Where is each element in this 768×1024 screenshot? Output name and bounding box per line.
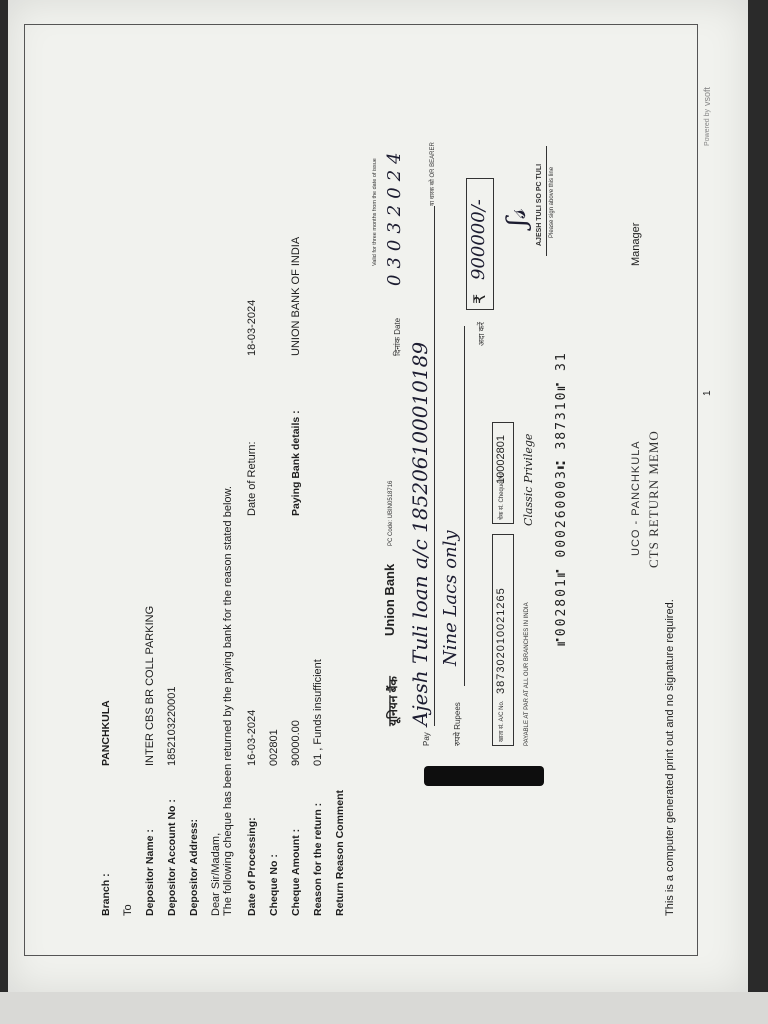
cheque-date-digits: 03032024 xyxy=(384,146,405,286)
date-processing-label: Date of Processing: xyxy=(246,817,258,916)
background-surface xyxy=(0,992,768,1024)
cheque-amount-words: Nine Lacs only xyxy=(440,530,461,666)
signature-scribble: ʃ𝓈 xyxy=(502,209,532,226)
cheque-number: 10002801 xyxy=(495,435,507,484)
page-number: 1 xyxy=(702,390,713,396)
cheque-sign-note: Please sign above this line xyxy=(549,166,555,238)
cheque-ac-label: खाता सं. A/C No. xyxy=(499,700,505,742)
depositor-name-label: Depositor Name : xyxy=(144,829,156,916)
cheque-bank-name: Union Bank xyxy=(382,563,397,636)
cheque-payable-note: PAYABLE AT PAR AT ALL OUR BRANCHES IN INDIA xyxy=(524,602,530,746)
date-return-label: Date of Return: xyxy=(246,441,258,516)
cheque-date-label: दिनांक Date xyxy=(393,317,402,356)
powered-brand: vsoft xyxy=(702,86,712,106)
cheque-amount-figures: 900000/- xyxy=(468,199,489,280)
cheque-rupees-label: रुपये Rupees xyxy=(453,702,462,746)
cheque-cheque-label: चेक सं. Cheque No xyxy=(499,472,505,520)
intro-text: The following cheque has been returned by the paying bank for the reason stated below. xyxy=(222,486,234,916)
cheque-payee: Ajesh Tuli loan a/c 185206100010189 xyxy=(408,341,432,726)
reason-value: 01 , Funds insufficient xyxy=(312,659,324,766)
memo-frame xyxy=(24,24,698,956)
cheque-bearer: या धारक को OR BEARER xyxy=(430,142,436,206)
payee-line xyxy=(434,206,435,726)
salutation: Dear Sir/Madam, xyxy=(210,832,222,916)
cheque-account-no: 387302010021265 xyxy=(495,587,507,694)
branch-value: PANCHKULA xyxy=(100,700,112,766)
cheque-signatory: AJESH TULI SO PC TULI xyxy=(536,163,543,246)
date-return-value: 18-03-2024 xyxy=(246,299,258,356)
cheque-amount-label: Cheque Amount : xyxy=(290,828,302,916)
manager-label: Manager xyxy=(630,222,642,266)
cheque-product: Classic Privilege xyxy=(522,433,535,526)
cheque-validity: Valid for three months from the date of issue xyxy=(372,158,378,266)
reason-label: Reason for the return : xyxy=(312,802,324,916)
paying-bank-value: UNION BANK OF INDIA xyxy=(290,236,302,356)
comment-label: Return Reason Comment xyxy=(334,789,346,916)
cheque-branch-address: PC Code: UBIN0518716 xyxy=(388,480,394,546)
depositor-name-value: INTER CBS BR COLL PARKING xyxy=(144,605,156,766)
redaction-mark xyxy=(424,766,544,786)
cheque-pay-figures-label: अदा करें xyxy=(477,321,486,346)
branch-label: Branch : xyxy=(100,873,112,916)
signature-line xyxy=(546,146,547,256)
memo-title: CTS RETURN MEMO xyxy=(646,430,661,568)
date-processing-value: 16-03-2024 xyxy=(246,709,258,766)
depositor-account-label: Depositor Account No : xyxy=(166,799,178,916)
depositor-address-label: Depositor Address: xyxy=(188,818,200,916)
bank-branch-header: UCO - PANCHKULA xyxy=(630,440,642,556)
depositor-account-value: 1852103220001 xyxy=(166,686,178,766)
footer-note: This is a computer generated print out and no signature required. xyxy=(664,599,676,916)
to-label: To xyxy=(122,904,134,916)
paying-bank-label: Paying Bank details : xyxy=(290,410,302,516)
cheque-no-label: Cheque No : xyxy=(268,854,280,916)
cheque-no-value: 002801 xyxy=(268,729,280,766)
cts-return-memo xyxy=(24,16,713,956)
amount-words-line xyxy=(464,326,465,686)
cheque-rupee-symbol: ₹ xyxy=(472,293,489,304)
cheque-image xyxy=(372,126,574,786)
cheque-micr-line: ⑈002801⑈ 000260003⑆ 387310⑈ 31 xyxy=(554,351,569,646)
cheque-amount-value: 90000.00 xyxy=(290,720,302,766)
cheque-pay-label: Pay xyxy=(422,732,431,746)
powered-by-label: Powered by xyxy=(704,109,711,146)
cheque-bank-name-hindi: यूनियन बैंक xyxy=(386,676,400,726)
